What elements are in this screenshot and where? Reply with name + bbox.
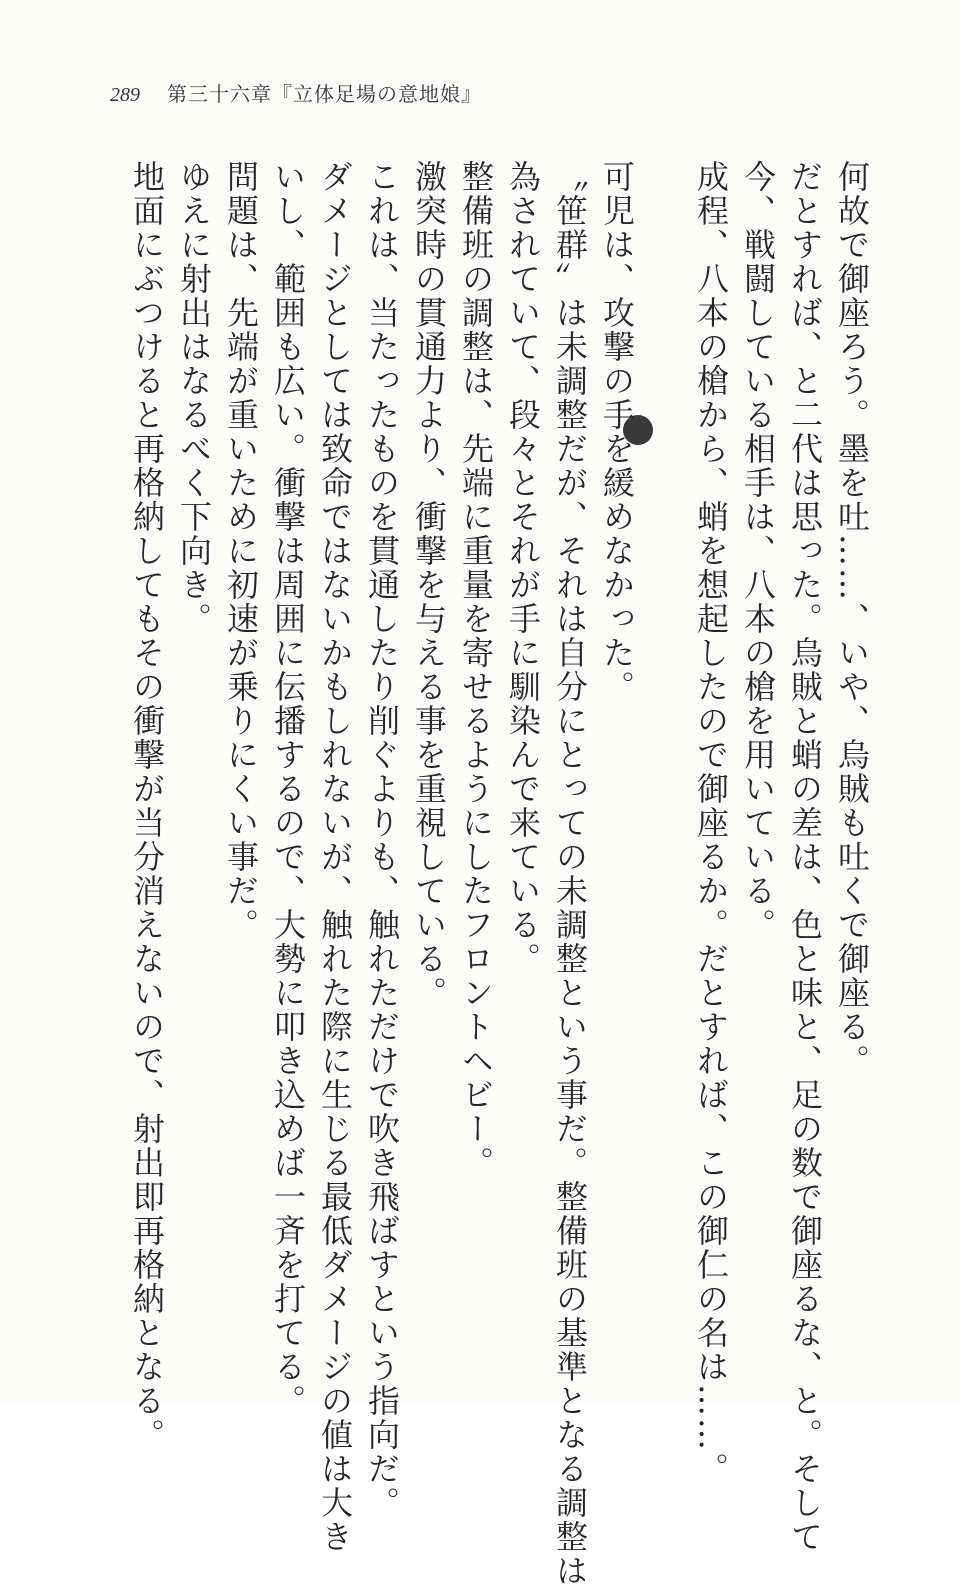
body-line: 整備班の調整は、先端に重量を寄せるようにしたフロントヘビー。 <box>457 160 495 1180</box>
body-line: 激突時の貫通力より、衝撃を与える事を重視している。 <box>410 160 448 1010</box>
page-header <box>110 78 482 107</box>
page-number: 289 <box>110 84 140 106</box>
body-line: 問題は、先端が重いために初速が乗りにくい事だ。 <box>222 160 260 942</box>
body-line: 成程、八本の槍から、蛸を想起したので御座るか。だとすれば、この御仁の名は……。 <box>692 160 730 1486</box>
body-line: 為されていて、段々とそれが手に馴染んで来ている。 <box>504 160 542 976</box>
section-break-space <box>640 160 687 192</box>
body-line: ゆえに射出はなるべく下向き。 <box>175 160 213 636</box>
body-line: 今、戦闘している相手は、八本の槍を用いている。 <box>739 160 777 942</box>
body-line: これは、当たったものを貫通したり削ぐよりも、触れただけで吹き飛ばすという指向だ。 <box>363 160 401 1520</box>
body-line: 〝笹群〟は未調整だが、それは自分にとっての未調整という事だ。整備班の基準となる調整は <box>551 160 589 1588</box>
body-line: ダメージとしては致命ではないかもしれないが、触れた際に生じる最低ダメージの値は大き <box>316 160 354 1554</box>
body-line: 可児は、攻撃の手を緩めなかった。 <box>598 160 636 704</box>
body-text <box>123 160 875 1588</box>
body-line: だとすれば、と二代は思った。烏賊と蛸の差は、色と味と、足の数で御座るな、と。そして <box>786 160 824 1554</box>
chapter-title: 第三十六章『立体足場の意地娘』 <box>167 84 482 106</box>
body-line: 地面にぶつけると再格納してもその衝撃が当分消えないので、射出即再格納となる。 <box>128 160 166 1452</box>
body-line: 何故で御座ろう。墨を吐……、いや、烏賊も吐くで御座る。 <box>833 160 871 1078</box>
body-line: いし、範囲も広い。衝撃は周囲に伝播するので、大勢に叩き込めば一斉を打てる。 <box>269 160 307 1418</box>
